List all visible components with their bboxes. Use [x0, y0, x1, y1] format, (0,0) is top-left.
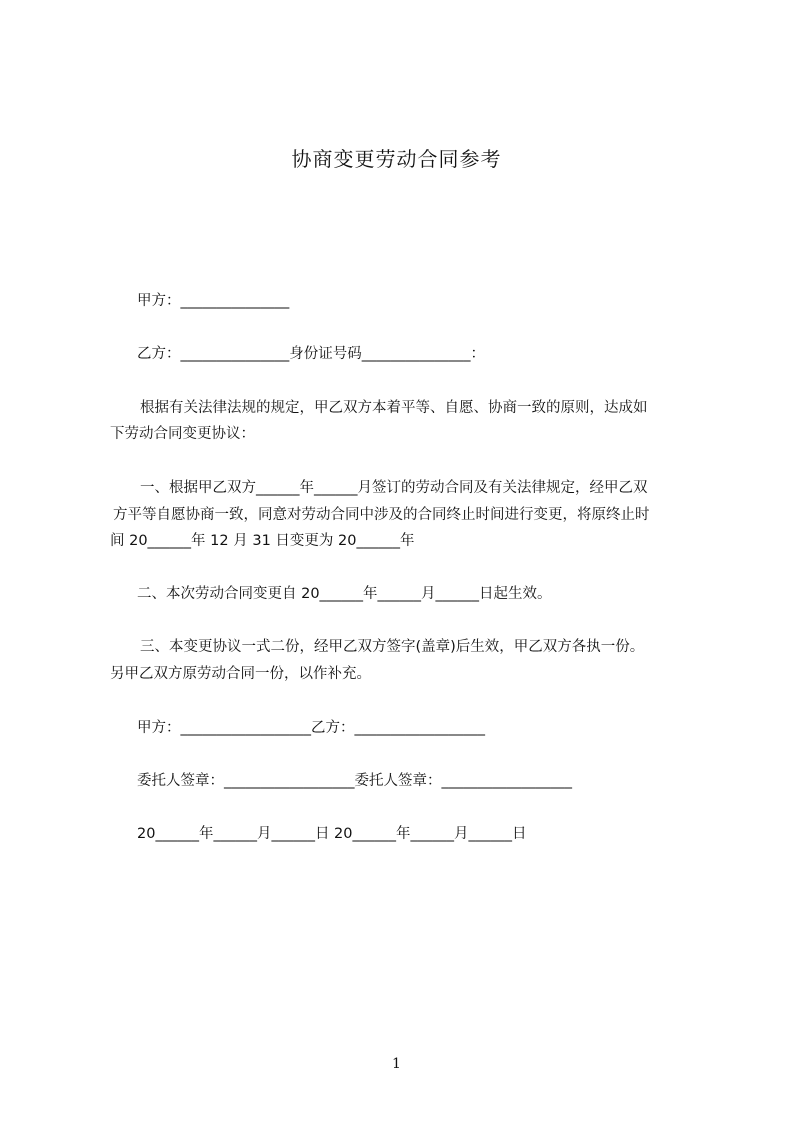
intro-line-1: 根据有关法律法规的规定，甲乙双方本着平等、自愿、协商一致的原则，达成如: [140, 400, 648, 416]
party-a-line: 甲方：_______________: [137, 293, 290, 309]
signature-parties: 甲方：__________________乙方：__________________: [137, 720, 485, 736]
clause-3-line-2: 另甲乙双方原劳动合同一份，以作补充。: [110, 666, 371, 682]
document-title: 协商变更劳动合同参考: [291, 147, 502, 171]
clause-1-line-3: 间 20______年 12 月 31 日变更为 20______年: [110, 533, 415, 549]
page-number: 1: [392, 1056, 401, 1072]
signature-agents: 委托人签章：__________________委托人签章：__________________: [137, 773, 572, 789]
signature-dates: 20______年______月______日 20______年______月______日: [137, 826, 527, 842]
clause-1-line-2: 方平等自愿协商一致，同意对劳动合同中涉及的合同终止时间进行变更，将原终止时: [113, 507, 650, 523]
party-b-line: 乙方：_______________身份证号码_______________：: [137, 346, 485, 362]
clause-3-line-1: 三、本变更协议一式二份，经甲乙双方签字(盖章)后生效，甲乙双方各执一份。: [140, 639, 645, 655]
intro-line-2: 下劳动合同变更协议：: [110, 426, 255, 442]
clause-2: 二、本次劳动合同变更自 20______年______月______日起生效。: [137, 586, 552, 602]
clause-1-line-1: 一、根据甲乙双方______年______月签订的劳动合同及有关法律规定，经甲乙双: [140, 480, 648, 496]
